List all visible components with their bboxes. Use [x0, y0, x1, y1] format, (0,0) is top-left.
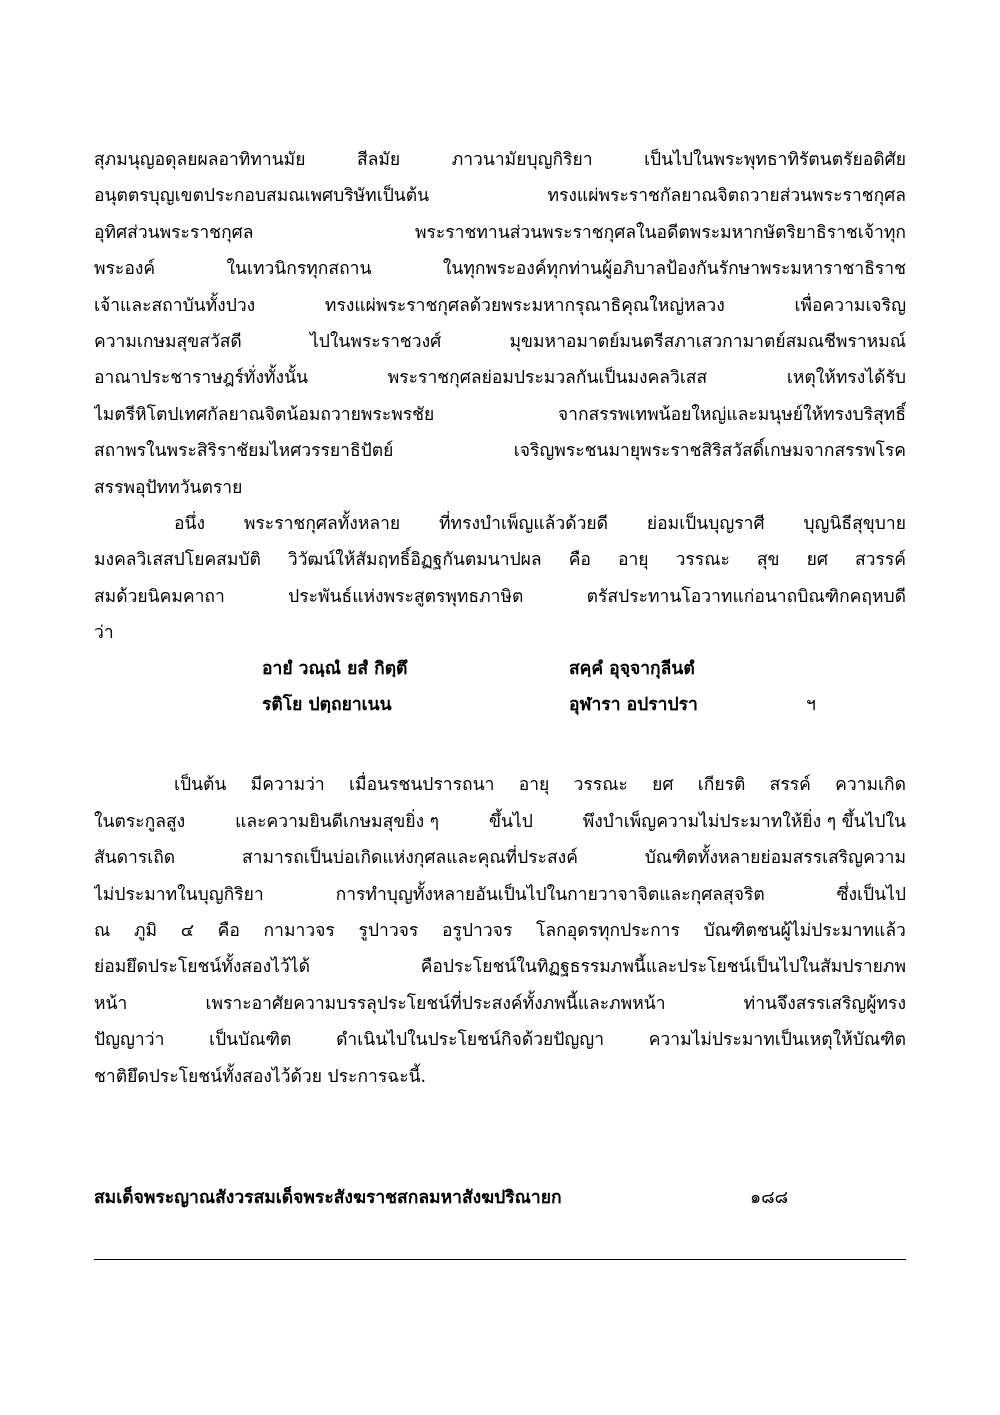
text-segment: ภาวนามัยบุญกิริยา: [451, 150, 593, 170]
text-segment: ทรงแผ่พระราชกัลยาณจิตถวายส่วนพระราชกุศล: [547, 186, 906, 207]
text-segment: สมด้วยนิคมคาถา: [94, 586, 225, 607]
text-segment: ย่อมยึดประโยชน์ทั้งสองไว้ได้: [94, 957, 310, 978]
text-segment: ในเทวนิกรทุกสถาน: [226, 259, 372, 280]
text-segment: สีลมัย: [356, 150, 401, 170]
text-segment: ตรัสประทานโอวาทแก่อนาถบิณฑิกคฤหบดี: [586, 586, 906, 607]
text-segment: อาณาประชาราษฎร์ทั่งทั้งนั้น: [94, 368, 309, 389]
text-segment: โลกอุดรทุกประการ: [536, 921, 680, 942]
text-segment: จากสรรพเทพน้อยใหญ่และมนุษย์ให้ทรงบริสุทธิ์: [557, 404, 906, 425]
text-segment: ยศ: [652, 775, 674, 796]
text-line: [94, 142, 906, 178]
text-segment: พระราชทานส่วนพระราชกุศลในอดีตพระมหากษัตริยาธิราชเจ้าทุก: [414, 222, 906, 243]
text-line: [94, 615, 906, 651]
text-segment: การทำบุญทั้งหลายอันเป็นไปในกายวาจาจิตและกุศลสุจริต: [335, 884, 765, 905]
text-segment: อนุตตรบุญเขตประกอบสมณเพศบริษัทเป็นต้น: [94, 186, 430, 207]
text-line: [94, 804, 906, 840]
text-segment: ยศ: [806, 550, 828, 571]
text-line: [94, 542, 906, 578]
page-footer: [94, 1180, 906, 1216]
verse-end-mark: ฯ: [806, 695, 816, 716]
text-segment: ประพันธ์แห่งพระสูตรพุทธภาษิต: [288, 586, 524, 607]
text-segment: สรรค์: [769, 775, 811, 796]
text-segment: มุขมหาอมาตย์มนตรีสภาเสวกามาตย์สมณชีพราหมณ์: [509, 331, 906, 352]
text-segment: มีความว่า: [250, 775, 325, 796]
verse-block: [94, 651, 906, 723]
text-line: [94, 360, 906, 396]
text-segment: พระราชกุศลย่อมประมวลกันเป็นมงคลวิเสส: [387, 368, 708, 389]
text-line: [94, 767, 906, 803]
text-segment: ความเกิด: [835, 775, 906, 796]
text-line: [94, 288, 906, 324]
text-segment: ขึ้นไป: [489, 811, 533, 832]
text-segment: อรูปาวจร: [442, 921, 513, 942]
text-segment: ณ: [94, 921, 111, 942]
text-segment: เป็นต้น: [174, 775, 227, 796]
text-line: [94, 251, 906, 287]
text-segment: ความไม่ประมาทเป็นเหตุให้บัณฑิต: [648, 1030, 906, 1051]
text-segment: เพราะอาศัยความบรรลุประโยชน์ที่ประสงค์ทั้งภพนี้และภพหน้า: [205, 993, 666, 1014]
text-line: [94, 986, 906, 1022]
text-segment: บุญนิธีสุขุบาย: [803, 513, 906, 534]
text-line: [94, 1059, 906, 1095]
text-segment: คือ: [568, 550, 591, 571]
text-segment: ชาติยึดประโยชน์ทั้งสองไว้ด้วย ประการฉะนี้.: [94, 1066, 427, 1087]
text-line: [94, 840, 906, 876]
text-segment: อายุ: [518, 775, 550, 796]
footer-rule: [94, 1259, 906, 1260]
document-body: [94, 142, 906, 1095]
text-segment: สุข: [756, 550, 780, 571]
text-segment: อุทิศส่วนพระราชกุศล: [94, 222, 254, 243]
text-line: [94, 433, 906, 469]
spacer: [94, 723, 906, 767]
verse-row-2-right: อุฬารา อปราปรา: [569, 695, 698, 716]
text-segment: ในตระกูลสูง: [94, 811, 186, 832]
text-segment: เป็นไปในพระพุทธาทิรัตนตรัยอดิศัย: [644, 150, 906, 170]
text-segment: พระราชกุศลทั้งหลาย: [243, 513, 401, 534]
text-line: [94, 913, 906, 949]
verse-row-1-left: อายํ วณฺณํ ยสํ กิตฺตึ: [262, 659, 408, 680]
page-number: ๑๘๘: [750, 1188, 789, 1208]
text-segment: เมื่อนรชนปรารถนา: [349, 775, 495, 796]
text-segment: ที่ทรงบำเพ็ญแล้วด้วยดี: [439, 513, 609, 534]
text-segment: เกียรติ: [697, 775, 746, 796]
text-segment: เหตุให้ทรงได้รับ: [786, 368, 906, 389]
paragraph-3: [94, 767, 906, 1095]
text-segment: วรรณะ: [573, 775, 628, 796]
text-segment: สวรรค์: [854, 550, 906, 571]
text-segment: เจ้าและสถาบันทั้งปวง: [94, 295, 256, 316]
paragraph-2: [94, 506, 906, 652]
text-line: [94, 178, 906, 214]
text-line: [94, 949, 906, 985]
text-line: [94, 470, 906, 506]
text-segment: บัณฑิตทั้งหลายย่อมสรรเสริญความ: [644, 848, 906, 869]
text-line: [94, 1022, 906, 1058]
text-segment: ดำเนินไปในประโยชน์กิจด้วยปัญญา: [336, 1030, 605, 1051]
text-segment: ทรงแผ่พระราชกุศลด้วยพระมหากรุณาธิคุณใหญ่หลวง: [324, 295, 725, 316]
text-segment: กามาวจร: [263, 921, 335, 942]
verse-row-2: [94, 687, 906, 723]
text-segment: สันดารเถิด: [94, 848, 176, 869]
text-segment: อายุ: [617, 550, 649, 571]
text-segment: มงคลวิเสสปโยคสมบัติ: [94, 550, 261, 571]
text-segment: สามารถเป็นบ่อเกิดแห่งกุศลและคุณที่ประสงค์: [241, 848, 578, 869]
text-segment: สถาพรในพระสิริราชัยมไหศวรรยาธิปัตย์: [94, 441, 394, 462]
text-segment: วรรณะ: [675, 550, 730, 571]
author-signature: สมเด็จพระญาณสังวรสมเด็จพระสังฆราชสกลมหาสังฆปริณายก: [94, 1188, 562, 1208]
verse-row-1: [94, 651, 906, 687]
text-segment: ภูมิ: [133, 921, 158, 942]
text-line: [94, 877, 906, 913]
text-segment: ว่า: [94, 623, 114, 644]
text-segment: วิวัฒน์ให้สัมฤทธิ์อิฏฐกันตมนาปผล: [287, 550, 542, 571]
text-segment: ไมตรีหิโตปเทศกัลยาณจิตน้อมถวายพระพรชัย: [94, 404, 435, 425]
text-line: [94, 579, 906, 615]
verse-row-1-right: สคฺคํ อุจฺจากุลีนตํ: [569, 659, 695, 680]
text-segment: ๔: [180, 921, 194, 942]
text-segment: ความเกษมสุขสวัสดี: [94, 331, 242, 352]
text-segment: สรรพอุปัททวันตราย: [94, 477, 243, 498]
text-segment: อนึ่ง: [174, 513, 206, 534]
text-segment: คือ: [217, 921, 240, 942]
text-segment: เจริญพระชนมายุพระราชสิริสวัสดิ์เกษมจากสรรพโรค: [513, 441, 906, 462]
text-line: [94, 324, 906, 360]
text-segment: เป็นบัณฑิต: [209, 1030, 292, 1051]
verse-row-2-left: รติโย ปตฺถยาเนน: [262, 695, 392, 716]
text-line: [94, 215, 906, 251]
text-segment: เพื่อความเจริญ: [794, 295, 906, 316]
text-segment: ท่านจึงสรรเสริญผู้ทรง: [743, 993, 906, 1014]
paragraph-1: [94, 142, 906, 506]
text-segment: ปัญญาว่า: [94, 1030, 165, 1051]
text-segment: พระองค์: [94, 259, 156, 280]
text-segment: พึงบำเพ็ญความไม่ประมาทให้ยิ่ง ๆ ขึ้นไปใน: [582, 811, 906, 832]
text-segment: สุภมนุญอดุลยผลอาทิทานมัย: [94, 150, 306, 170]
text-segment: รูปาวจร: [358, 921, 419, 942]
text-segment: และความยินดีเกษมสุขยิ่ง ๆ: [235, 811, 440, 832]
text-segment: คือประโยชน์ในทิฏฐธรรมภพนี้และประโยชน์เป็นไปในสัมปรายภพ: [420, 957, 906, 978]
text-line: [94, 397, 906, 433]
text-segment: ในทุกพระองค์ทุกท่านผู้อภิบาลป้องกันรักษาพระมหาราชาธิราช: [442, 259, 906, 280]
text-line: [94, 506, 906, 542]
text-segment: ไปในพระราชวงศ์: [309, 331, 442, 352]
text-segment: ย่อมเป็นบุญราศี: [646, 513, 765, 534]
text-segment: บัณฑิตชนผู้ไม่ประมาทแล้ว: [703, 921, 906, 942]
text-segment: ไม่ประมาทในบุญกิริยา: [94, 884, 264, 905]
text-segment: หน้า: [94, 993, 128, 1014]
text-segment: ซึ่งเป็นไป: [836, 884, 906, 905]
